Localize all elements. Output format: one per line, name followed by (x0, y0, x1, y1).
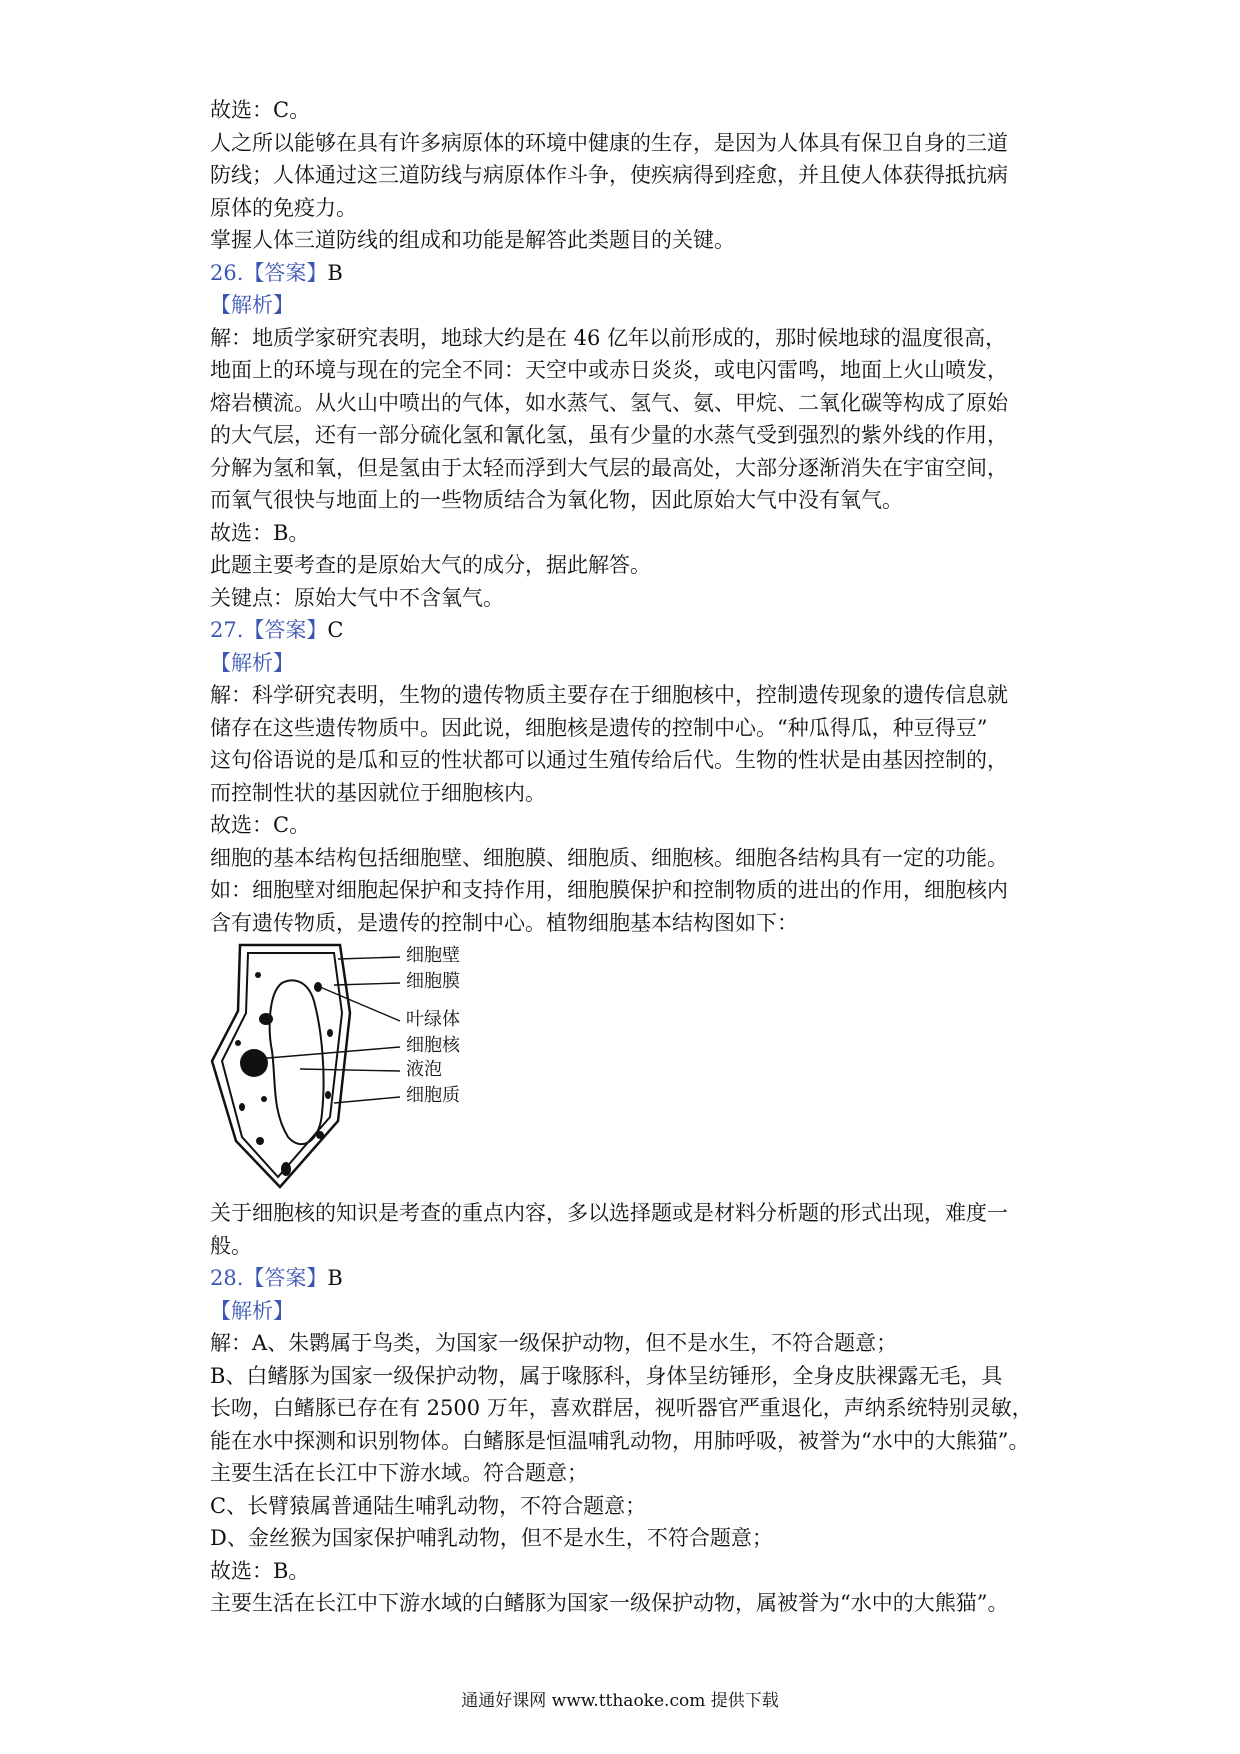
text-line: 储存在这些遗传物质中。因此说，细胞核是遗传的控制中心。“种瓜得瓜，种豆得豆” (210, 715, 988, 740)
text-line: 细胞的基本结构包括细胞壁、细胞膜、细胞质、细胞核。细胞各结构具有一定的功能。 (210, 845, 1008, 870)
chloroplast-label: 叶绿体 (406, 1009, 460, 1030)
chloroplast-shape (259, 1013, 273, 1025)
question-number: 28. (210, 1266, 244, 1290)
chloroplast-shape (261, 1096, 267, 1102)
answer-letter: C (327, 618, 344, 642)
leader-line (320, 987, 400, 1021)
answer-label: 【答案】 (243, 260, 328, 285)
chloroplast-shape (316, 1131, 324, 1139)
cell-wall-label: 细胞壁 (406, 945, 460, 966)
analysis-label: 【解析】 (210, 1298, 294, 1323)
text-line: 这句俗语说的是瓜和豆的性状都可以通过生殖传给后代。生物的性状是由基因控制的， (210, 748, 1008, 772)
text-line: 解：A、朱鹮属于鸟类，为国家一级保护动物，但不是水生，不符合题意； (210, 1331, 898, 1355)
text-line: 般。 (210, 1233, 252, 1258)
leader-line (300, 1069, 400, 1071)
text-line: 分解为氢和氧，但是氢由于太轻而浮到大气层的最高处，大部分逐渐消失在宇宙空间， (210, 455, 1008, 480)
chloroplast-shape (281, 1162, 291, 1176)
cytoplasm-label: 细胞质 (406, 1085, 460, 1106)
answer-heading-26 (210, 257, 1060, 290)
text-line: D、金丝猴为国家保护哺乳动物，但不是水生，不符合题意； (210, 1526, 773, 1550)
chloroplast-shape (239, 1103, 245, 1111)
text-line: 原体的免疫力。 (210, 195, 357, 220)
analysis-label: 【解析】 (210, 293, 294, 317)
text-line: 防线；人体通过这三道防线与病原体作斗争，使疾病得到痊愈，并且使人体获得抵抗病 (210, 163, 1008, 187)
answer-letter: B (327, 260, 343, 285)
chloroplast-shape (325, 1091, 331, 1099)
text-line: 故选：B。 (210, 520, 310, 545)
text-line: 人之所以能够在具有许多病原体的环境中健康的生存，是因为人体具有保卫自身的三道 (210, 130, 1008, 155)
answer-label: 【答案】 (243, 618, 328, 642)
page-footer: 通通好课网 www.tthaoke.com 提供下载 (461, 1691, 779, 1711)
text-line: 而氧气很快与地面上的一些物质结合为氧化物，因此原始大气中没有氧气。 (210, 488, 903, 512)
question-number: 26. (210, 260, 244, 285)
text-line: 解：地质学家研究表明，地球大约是在 46 亿年以前形成的，那时候地球的温度很高， (210, 325, 1007, 350)
answer-heading-27 (210, 614, 1060, 647)
cell-membrane-label: 细胞膜 (406, 971, 460, 992)
chloroplast-shape (256, 1137, 264, 1145)
text-line: 解：科学研究表明，生物的遗传物质主要存在于细胞核中，控制遗传现象的遗传信息就 (210, 683, 1008, 707)
vacuole-label: 液泡 (406, 1059, 442, 1080)
text-line: B、白鳍豚为国家一级保护动物，属于喙豚科，身体呈纺锤形，全身皮肤裸露无毛，具 (210, 1363, 1003, 1388)
text-line: 能在水中探测和识别物体。白鳍豚是恒温哺乳动物，用肺呼吸，被誉为“水中的大熊猫”。 (210, 1428, 1030, 1453)
chloroplast-shape (327, 1029, 333, 1037)
text-line: 故选：C。 (210, 98, 311, 122)
text-line: 关键点：原始大气中不含氧气。 (210, 585, 504, 610)
page-content (210, 94, 1060, 1620)
text-line: 地面上的环境与现在的完全不同：天空中或赤日炎炎，或电闪雷鸣，地面上火山喷发， (210, 358, 1008, 382)
leader-line (256, 1047, 400, 1059)
answer-label: 【答案】 (243, 1266, 328, 1290)
leader-line (334, 1097, 400, 1103)
nucleus-label: 细胞核 (406, 1035, 460, 1056)
answer-heading-28 (210, 1262, 1060, 1295)
text-line: 含有遗传物质，是遗传的控制中心。植物细胞基本结构图如下： (210, 910, 798, 935)
plant-cell-diagram (210, 941, 510, 1191)
text-line: 主要生活在长江中下游水域的白鳍豚为国家一级保护动物，属被誉为“水中的大熊猫”。 (210, 1591, 1009, 1615)
cell-wall-shape (212, 945, 350, 1187)
leader-line (338, 957, 400, 959)
answer-letter: B (327, 1266, 343, 1290)
analysis-label: 【解析】 (210, 650, 294, 675)
text-line: 故选：B。 (210, 1558, 310, 1583)
text-line: 熔岩横流。从火山中喷出的气体，如水蒸气、氢气、氨、甲烷、二氧化碳等构成了原始 (210, 390, 1008, 415)
text-line: 掌握人体三道防线的组成和功能是解答此类题目的关键。 (210, 228, 735, 252)
vacuole-shape (270, 980, 324, 1144)
text-line: 如：细胞壁对细胞起保护和支持作用，细胞膜保护和控制物质的进出的作用，细胞核内 (210, 878, 1008, 902)
text-line: 长吻，白鳍豚已存在有 2500 万年，喜欢群居，视听器官严重退化，声纳系统特别灵敏， (210, 1396, 1033, 1420)
text-line: 的大气层，还有一部分硫化氢和氰化氢，虽有少量的水蒸气受到强烈的紫外线的作用， (210, 423, 1008, 447)
text-line: 关于细胞核的知识是考查的重点内容，多以选择题或是材料分析题的形式出现，难度一 (210, 1201, 1008, 1225)
text-line: 而控制性状的基因就位于细胞核内。 (210, 780, 546, 805)
text-line: 故选：C。 (210, 813, 311, 837)
leader-line (334, 983, 400, 985)
text-line: 此题主要考查的是原始大气的成分，据此解答。 (210, 553, 651, 577)
plant-cell-drawing (210, 941, 510, 1191)
question-number: 27. (210, 618, 244, 642)
text-line: C、长臂猿属普通陆生哺乳动物，不符合题意； (210, 1493, 647, 1518)
chloroplast-shape (235, 1040, 241, 1046)
chloroplast-shape (255, 972, 261, 978)
text-line: 主要生活在长江中下游水域。符合题意； (210, 1461, 588, 1485)
nucleus-shape (240, 1049, 268, 1077)
